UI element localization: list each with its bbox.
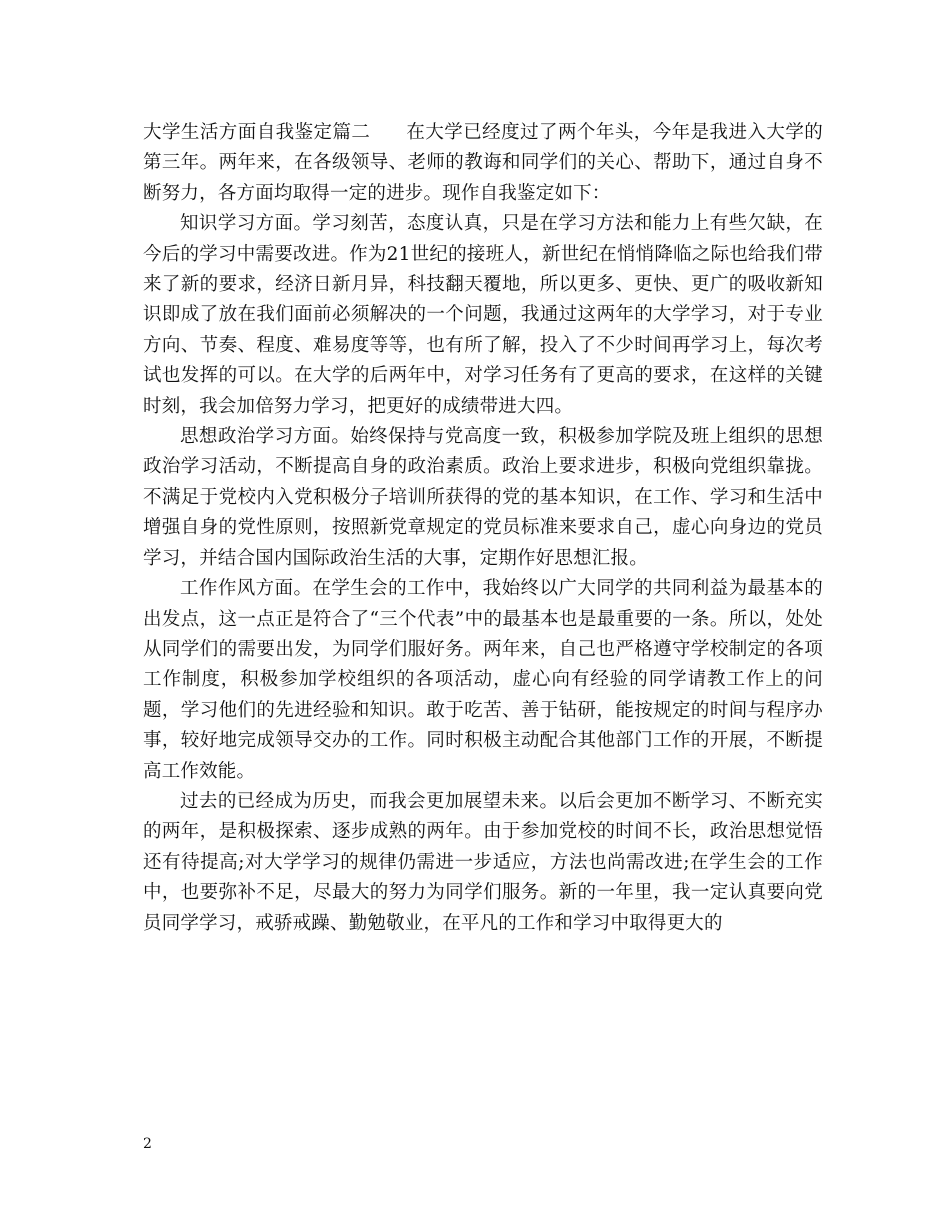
paragraph-knowledge-study: 知识学习方面。学习刻苦，态度认真，只是在学习方法和能力上有些欠缺，在今后的学习中需要改进。作为21世纪的接班人，新世纪在悄悄降临之际也给我们带来了新的要求，经济日新月异，科技翻天覆地，所以更多、更快、更广的吸收新知识即成了放在我们面前必须解决的一个问题，我通过这两年的大学学习，对于专业方向、节奏、程度、难易度等等，也有所了解，投入了不少时间再学习上，每次考试也发挥的可以。在大学的后两年中，对学习任务有了更高的要求，在这样的关键时刻，我会加倍努力学习，把更好的成绩带进大四。 — [143, 213, 823, 417]
intro-paragraph — [143, 118, 823, 209]
page-number: 2 — [143, 1136, 152, 1152]
paragraph-outlook: 过去的已经成为历史，而我会更加展望未来。以后会更加不断学习、不断充实的两年，是积极探索、逐步成熟的两年。由于参加党校的时间不长，政治思想觉悟还有待提高;对大学学习的规律仍需进一步适应，方法也尚需改进;在学生会的工作中，也要弥补不足，尽最大的努力为同学们服务。新的一年里，我一定认真要向党员同学学习，戒骄戒躁、勤勉敬业，在平凡的工作和学习中取得更大的 — [143, 790, 823, 934]
intro-text: 在大学已经度过了两个年头，今年是我进入大学的第三年。两年来，在各级领导、老师的教诲和同学们的关心、帮助下，通过自身不断努力，各方面均取得一定的进步。现作自我鉴定如下： — [143, 122, 824, 204]
paragraph-political-study: 思想政治学习方面。始终保持与党高度一致，积极参加学院及班上组织的思想政治学习活动，不断提高自身的政治素质。政治上要求进步，积极向党组织靠拢。不满足于党校内入党积极分子培训所获得的党的基本知识，在工作、学习和生活中增强自身的党性原则，按照新党章规定的党员标准来要求自己，虚心向身边的党员学习，并结合国内国际政治生活的大事，定期作好思想汇报。 — [143, 426, 823, 569]
paragraph-work-style: 工作作风方面。在学生会的工作中，我始终以广大同学的共同利益为最基本的出发点，这一点正是符合了“三个代表”中的最基本也是最重要的一条。所以，处处从同学们的需要出发，为同学们服好务。两年来，自己也严格遵守学校制定的各项工作制度，积极参加学校组织的各项活动，虚心向有经验的同学请教工作上的问题，学习他们的先进经验和知识。敢于吃苦、善于钻研，能按规定的时间与程序办事，较好地完成领导交办的工作。同时积极主动配合其他部门工作的开展，不断提高工作效能。 — [143, 578, 823, 782]
document-body — [143, 118, 823, 939]
document-title: 大学生活方面自我鉴定篇二 — [143, 122, 371, 143]
